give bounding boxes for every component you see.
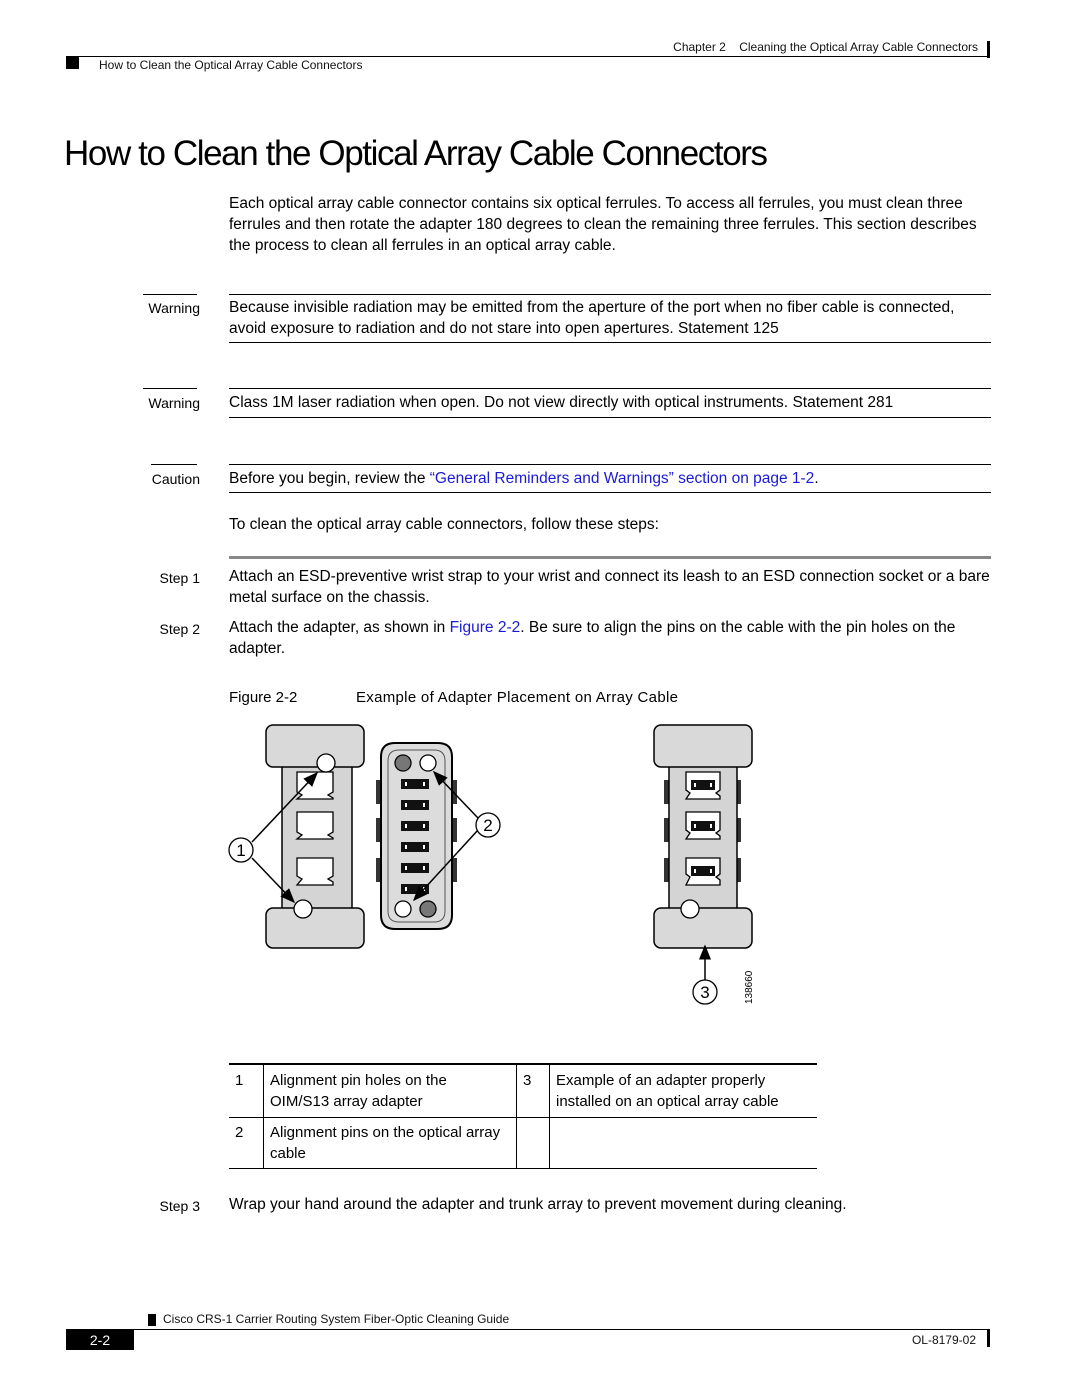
step3-label: Step 3 xyxy=(159,1198,200,1214)
figure-number: Figure 2-2 xyxy=(229,689,298,706)
step2-text: Attach the adapter, as shown in xyxy=(229,619,450,636)
legend-text: Example of an adapter properly installed on an optical array cable xyxy=(550,1064,818,1118)
legend-text: Alignment pins on the optical array cable xyxy=(264,1118,517,1169)
warning1-label: Warning xyxy=(148,300,200,316)
header-chapter-number: Chapter 2 xyxy=(673,40,726,54)
step2-label: Step 2 xyxy=(159,621,200,637)
page-title: How to Clean the Optical Array Cable Connectors xyxy=(64,134,767,173)
callout-label-2: 2 xyxy=(483,816,493,835)
step1-text: Attach an ESD-preventive wrist strap to your wrist and connect its leash to an ESD connection socket or a bare metal surface on the chassis. xyxy=(229,568,990,606)
art-id-label: 138660 xyxy=(744,970,755,1004)
intro-paragraph: Each optical array cable connector contains six optical ferrules. To access all ferrules, you must clean three ferrules and then rotate the adapter 180 degrees to clean the remaining three ferrules. This section describes the process to clean all ferrules in an optical array cable. xyxy=(229,195,977,254)
legend-text: Alignment pin holes on the OIM/S13 array adapter xyxy=(264,1064,517,1118)
caution-text: Before you begin, review the xyxy=(229,470,430,487)
footer-page-number: 2-2 xyxy=(89,1332,111,1348)
step2-figure-link[interactable]: Figure 2-2 xyxy=(449,619,521,636)
legend-number: 3 xyxy=(517,1064,550,1118)
table-row xyxy=(229,1064,817,1118)
header-chapter-title: Cleaning the Optical Array Cable Connectors xyxy=(739,40,978,54)
step3-text: Wrap your hand around the adapter and trunk array to prevent movement during cleaning. xyxy=(229,1196,847,1213)
warning2-label: Warning xyxy=(148,395,200,411)
installed-adapter xyxy=(654,725,752,948)
figure-legend-table xyxy=(229,1063,817,1169)
legend-text xyxy=(550,1118,818,1169)
figure-caption: Example of Adapter Placement on Array Cable xyxy=(356,689,679,706)
warning2-text: Class 1M laser radiation when open. Do not view directly with optical instruments. xyxy=(229,394,789,411)
warning2-statement: Statement 281 xyxy=(792,394,894,411)
warning1-text: Because invisible radiation may be emitted from the aperture of the port when no fiber cable is connected, avoid exposure to radiation and do not stare into open apertures. xyxy=(229,299,955,337)
footer-square-marker xyxy=(148,1314,156,1326)
warning1-statement: Statement 125 xyxy=(677,320,779,337)
optical-array-cable-connector xyxy=(376,743,457,929)
legend-number xyxy=(517,1118,550,1169)
footer-doc-number: OL-8179-02 xyxy=(911,1333,976,1347)
steps-intro: To clean the optical array cable connectors, follow these steps: xyxy=(229,516,659,533)
callout-label-3: 3 xyxy=(700,983,710,1002)
caution-label: Caution xyxy=(151,471,200,487)
header-section: How to Clean the Optical Array Cable Connectors xyxy=(99,58,363,72)
caution-link[interactable]: “General Reminders and Warnings” section on page 1-2 xyxy=(429,470,815,487)
footer-guide-title: Cisco CRS-1 Carrier Routing System Fiber-Optic Cleaning Guide xyxy=(163,1312,510,1326)
caution-text-end: . xyxy=(814,470,819,487)
legend-number: 1 xyxy=(229,1064,264,1118)
table-row xyxy=(229,1118,817,1169)
step1-label: Step 1 xyxy=(159,570,200,586)
callout-label-1: 1 xyxy=(236,841,246,860)
footer-end-bar xyxy=(987,1330,990,1347)
legend-number: 2 xyxy=(229,1118,264,1169)
oim-s13-array-adapter xyxy=(266,725,364,948)
footer-rule xyxy=(66,1329,990,1330)
step2-text-end: . Be sure to align the pins on the cable with the pin holes on the adapter. xyxy=(229,619,956,657)
